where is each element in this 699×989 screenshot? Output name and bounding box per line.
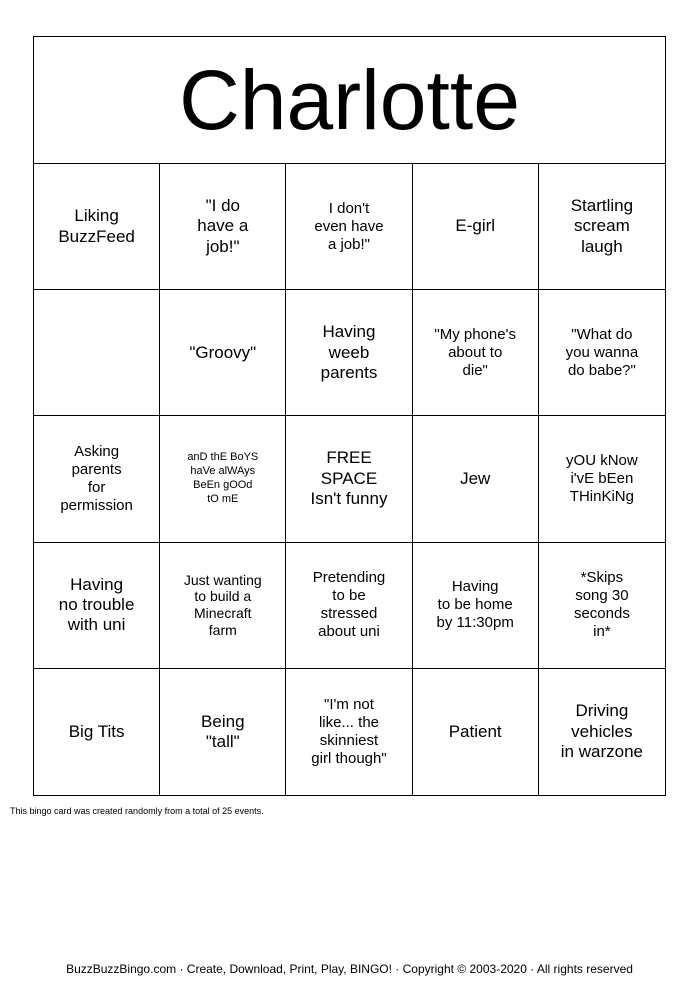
bingo-cell	[286, 290, 412, 416]
bingo-cell	[413, 669, 539, 795]
bingo-cell	[160, 290, 286, 416]
bingo-cell-text: Being "tall"	[201, 711, 245, 751]
bingo-cell-text: Big Tits	[68, 721, 125, 741]
bingo-cell	[539, 164, 665, 290]
bingo-cell-text: Startling scream laugh	[570, 196, 634, 256]
bingo-cell	[160, 543, 286, 669]
bingo-cell-text: Asking parents for permission	[60, 442, 133, 514]
bingo-cell-text: anD thE BoYS haVe alWAys BeEn gOOd tO mE	[187, 451, 259, 505]
bingo-cell	[160, 669, 286, 795]
bingo-cell	[539, 290, 665, 416]
bingo-cell	[160, 164, 286, 290]
bingo-cell-text: Just wanting to build a Minecraft farm	[183, 571, 262, 638]
bingo-cell	[286, 416, 412, 542]
bingo-cell	[539, 543, 665, 669]
card-title: Charlotte	[179, 53, 520, 147]
bingo-cell-text: FREE SPACE Isn't funny	[310, 448, 388, 509]
bingo-cell	[34, 543, 160, 669]
bingo-cell-text: Jew	[460, 468, 491, 488]
bingo-cell	[286, 164, 412, 290]
bingo-cell-text: Having to be home by 11:30pm	[436, 578, 514, 632]
bingo-cell	[413, 164, 539, 290]
bingo-cell-text: E-girl	[455, 216, 496, 236]
bingo-cell-text: Driving vehicles in warzone	[560, 701, 643, 762]
bingo-cell	[286, 669, 412, 795]
bingo-cell	[539, 669, 665, 795]
card-title-row	[34, 37, 665, 164]
bingo-cell	[413, 543, 539, 669]
bingo-cell	[413, 290, 539, 416]
bingo-cell	[34, 416, 160, 542]
page-footer: BuzzBuzzBingo.com · Create, Download, Print, Play, BINGO! · Copyright © 2003-2020 · All rights reserved	[66, 962, 633, 976]
bingo-cell-text: Pretending to be stressed about uni	[312, 569, 386, 641]
bingo-card	[33, 36, 666, 796]
bingo-cell-text: "Groovy"	[189, 342, 257, 362]
bingo-cell-text: *Skips song 30 seconds in*	[573, 569, 630, 641]
bingo-cell	[413, 416, 539, 542]
bingo-grid	[34, 164, 665, 795]
bingo-cell	[286, 543, 412, 669]
bingo-cell-text: "I'm not like... the skinniest girl though"	[311, 695, 387, 767]
bingo-cell-text: Patient	[448, 721, 502, 741]
bingo-cell-text: I don't even have a job!"	[314, 199, 384, 253]
bingo-cell-text: "My phone's about to die"	[434, 325, 516, 379]
generation-note: This bingo card was created randomly from a total of 25 events.	[10, 806, 264, 816]
bingo-cell-text: Having no trouble with uni	[58, 574, 135, 635]
bingo-cell-text: Having weeb parents	[320, 322, 378, 382]
bingo-cell-text: Liking BuzzFeed	[58, 206, 135, 246]
bingo-cell	[160, 416, 286, 542]
bingo-cell-text: yOU kNow i'vE bEen THinKiNg	[566, 451, 638, 505]
bingo-cell-text: "I do have a job!"	[197, 196, 249, 256]
bingo-cell-text: "What do you wanna do babe?"	[565, 325, 639, 379]
bingo-cell	[539, 416, 665, 542]
bingo-cell	[34, 164, 160, 290]
bingo-cell	[34, 290, 160, 416]
bingo-cell	[34, 669, 160, 795]
